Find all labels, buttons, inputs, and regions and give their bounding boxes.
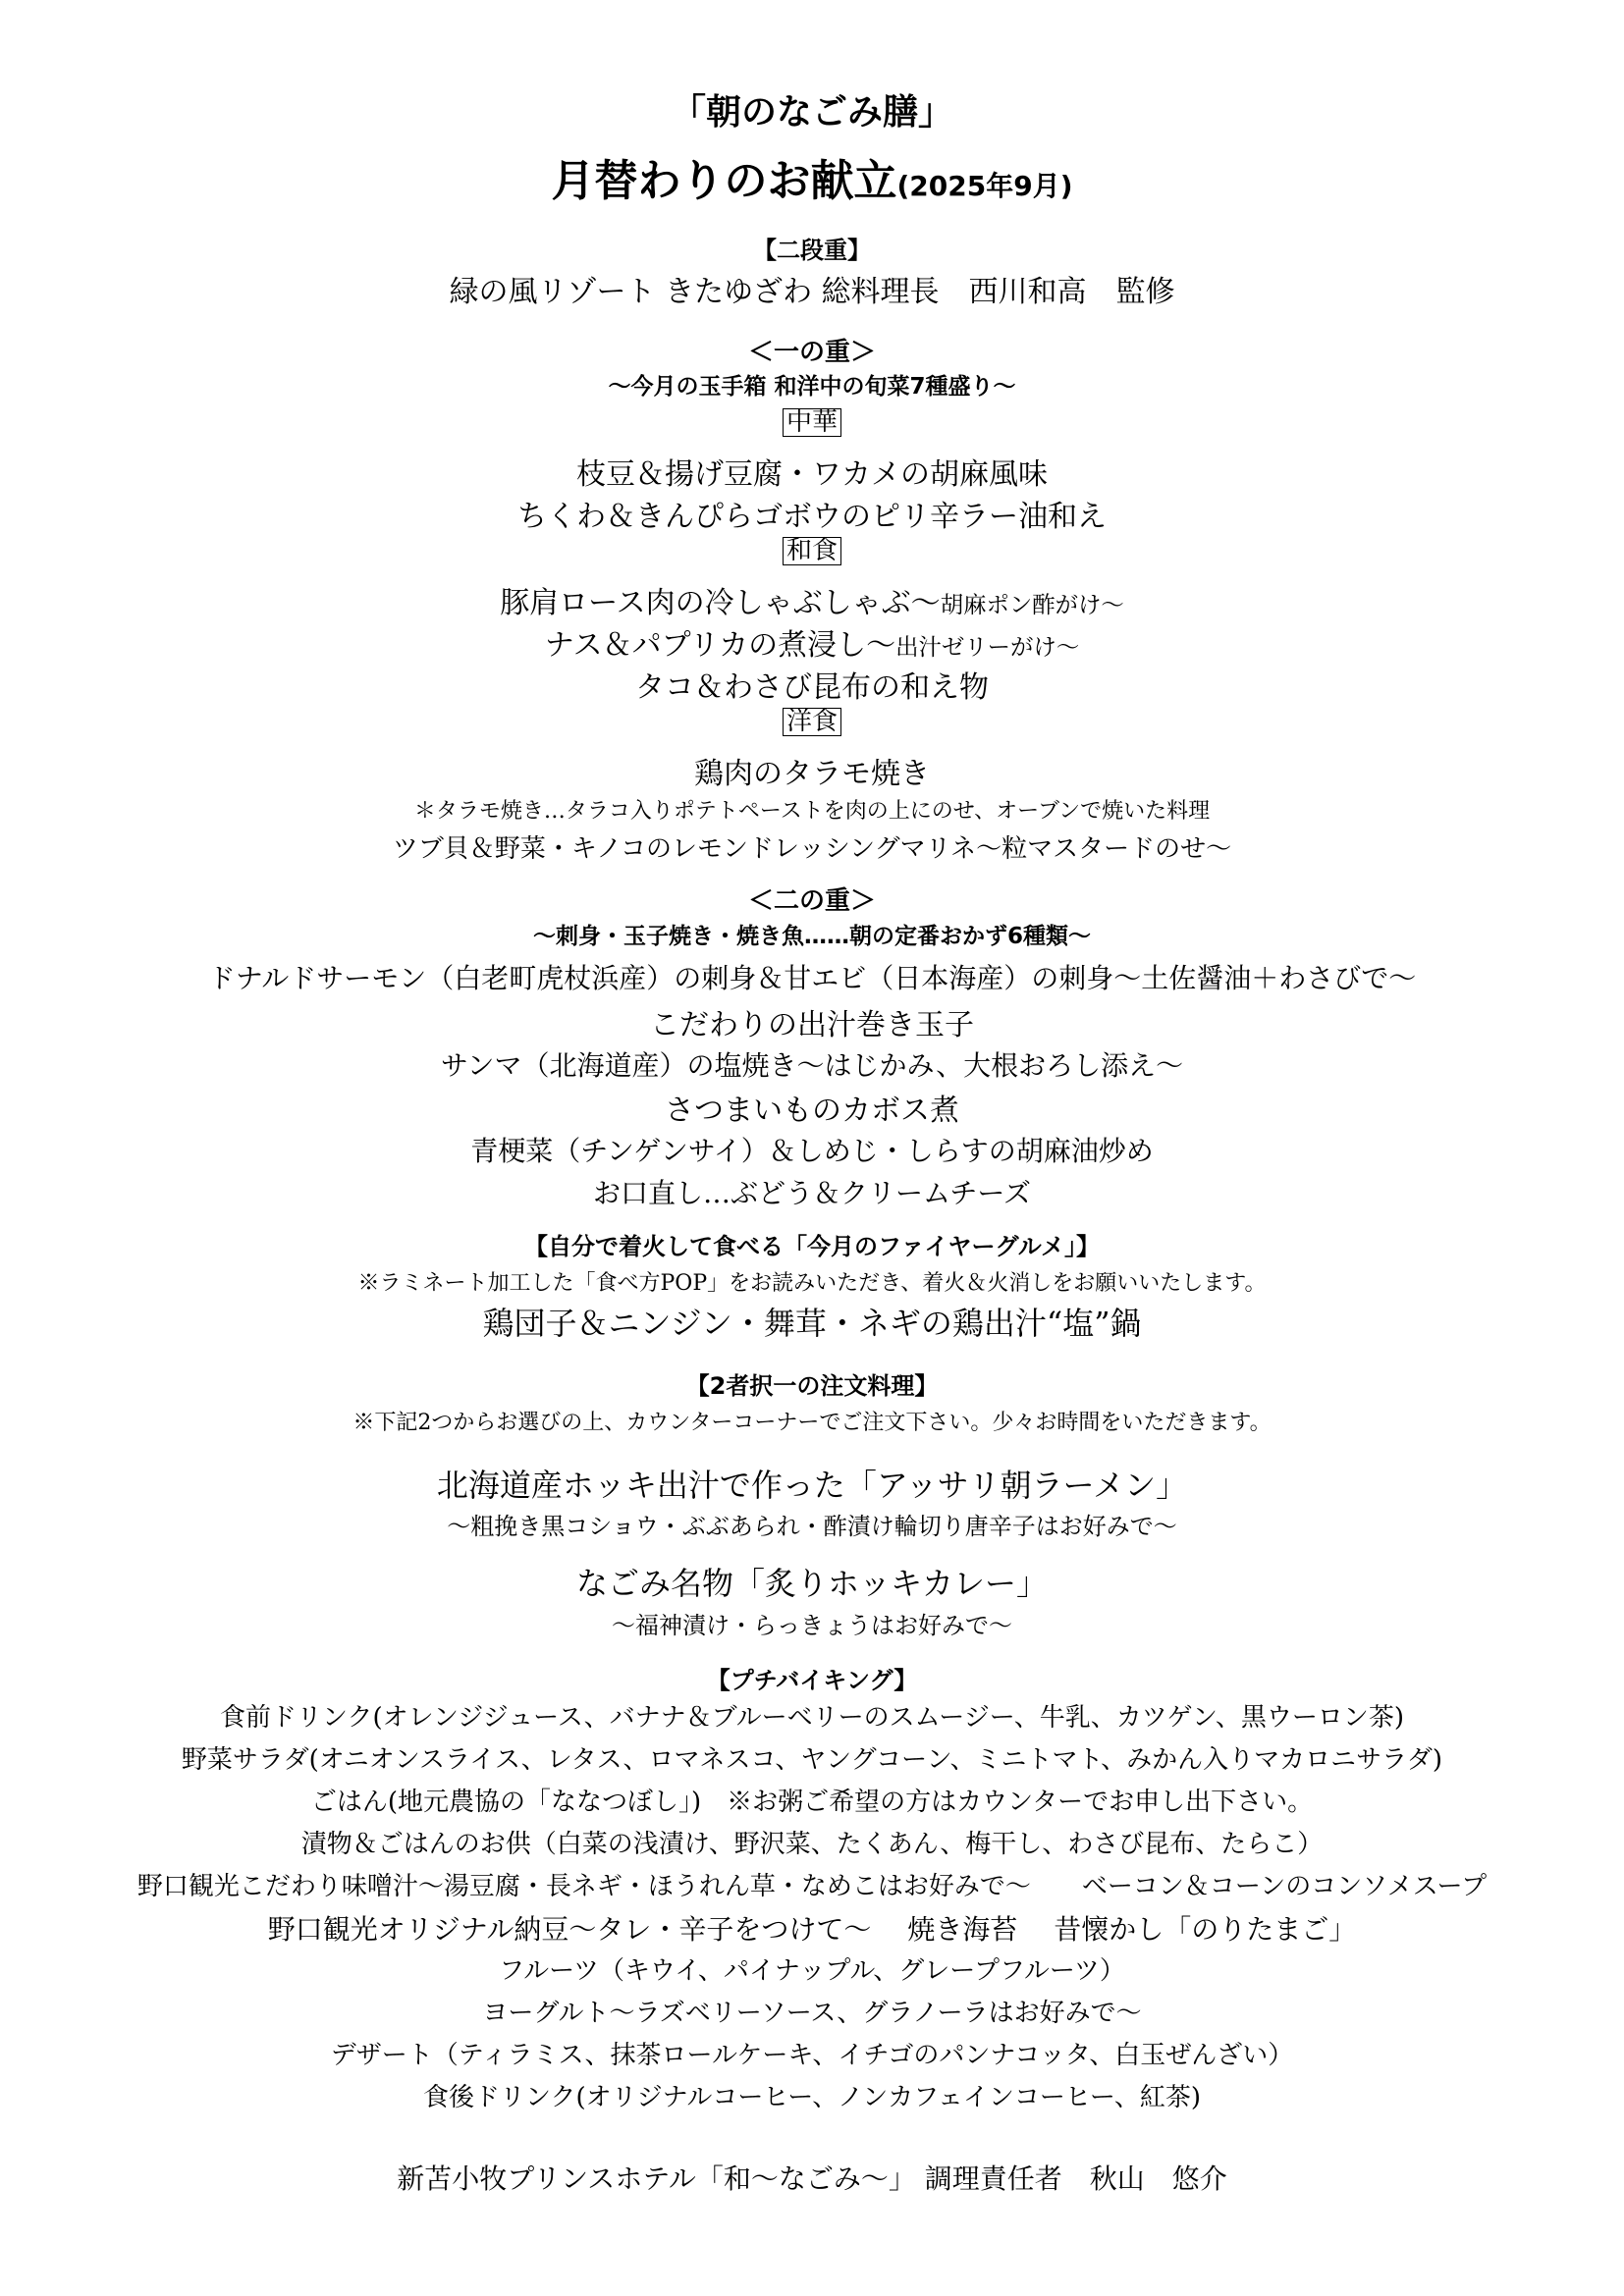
menu-item: 鶏肉のタラモ焼き (694, 757, 930, 791)
section-heading-nidanju: 【二段重】 (753, 237, 871, 264)
menu-item: 枝豆＆揚げ豆腐・ワカメの胡麻風味 (576, 457, 1048, 492)
menu-item: ドナルドサーモン（白老町虎杖浜産）の刺身＆甘エビ（日本海産）の刺身～土佐醤油＋わさびで～ (207, 962, 1417, 994)
menu-item-sauce: 胡麻ポン酢がけ～ (940, 591, 1124, 618)
chuka-label: 中華 (783, 408, 841, 437)
menu-item: ツブ貝＆野菜・キノコのレモンドレッシングマリネ～粒マスタードのせ～ (392, 834, 1232, 864)
menu-note: ＊タラモ焼き…タラコ入りポテトペーストを肉の上にのせ、オーブンで焼いた料理 (413, 799, 1211, 824)
category-label-washoku (0, 536, 1624, 565)
menu-item-main: 豚肩ロース肉の冷しゃぶしゃぶ～ (500, 586, 941, 620)
section-heading-ichi: ＜一の重＞ (747, 338, 876, 367)
fire-note: ※ラミネート加工した「食べ方POP」をお読みいただき、着火＆火消しをお願いいたします。 (357, 1271, 1267, 1296)
menu-item: こだわりの出汁巻き玉子 (650, 1008, 974, 1042)
title-main: 月替わりのお献立 (551, 156, 897, 206)
buffet-item: 漬物＆ごはんのお供（白菜の浅漬け、野沢菜、たくあん、梅干し、わさび昆布、たらこ） (300, 1830, 1324, 1859)
menu-item (0, 578, 1624, 621)
supervisor-line: 緑の風リゾート きたゆざわ 総料理長 西川和高 監修 (449, 275, 1175, 309)
choice-dish-2-sub: ～福神漬け・らっきょうはお好みで～ (612, 1612, 1012, 1639)
buffet-item: 食後ドリンク(オリジナルコーヒー、ノンカフェインコーヒー、紅茶) (423, 2083, 1201, 2112)
section-heading-fire: 【自分で着火して食べる「今月のファイヤーグルメ」】 (523, 1233, 1101, 1260)
buffet-item: 食前ドリンク(オレンジジュース、バナナ＆ブルーベリーのスムージー、牛乳、カツゲン、黒ウーロン茶) (219, 1703, 1405, 1733)
buffet-item: 野菜サラダ(オニオンスライス、レタス、ロマネスコ、ヤングコーン、ミニトマト、みかん入りマカロニサラダ) (181, 1745, 1443, 1775)
section-heading-ni: ＜二の重＞ (747, 886, 876, 916)
choice-dish-2: なごみ名物「炙りホッキカレー」 (575, 1565, 1048, 1602)
title-date: (2025年9月) (896, 170, 1073, 202)
menu-item-main: ナス＆パプリカの煮浸し～ (544, 628, 896, 663)
fire-dish: 鶏団子＆ニンジン・舞茸・ネギの鶏出汁“塩”鍋 (482, 1305, 1142, 1342)
page-title (0, 145, 1624, 208)
section-heading-buffet: 【プチバイキング】 (706, 1667, 918, 1694)
buffet-item: デザート（ティラミス、抹茶ロールケーキ、イチゴのパンナコッタ、白玉ぜんざい） (330, 2041, 1294, 2070)
chef-credit: 新苫小牧プリンスホテル「和～なごみ～」 調理責任者 秋山 悠介 (397, 2163, 1227, 2195)
menu-item: ちくわ＆きんぴらゴボウのピリ辛ラー油和え (517, 500, 1107, 534)
menu-item: タコ＆わさび昆布の和え物 (635, 670, 989, 705)
yoshoku-label: 洋食 (783, 708, 841, 736)
choice-dish-1-sub: ～粗挽き黒コショウ・ぶぶあられ・酢漬け輪切り唐辛子はお好みで～ (447, 1513, 1177, 1540)
section-subheading-ichi: ～今月の玉手箱 和洋中の旬菜7種盛り～ (608, 374, 1016, 400)
choice-note: ※下記2つからお選びの上、カウンターコーナーでご注文下さい。少々お時間をいただきます。 (352, 1411, 1272, 1435)
menu-item: さつまいものカボス煮 (665, 1094, 959, 1128)
menu-item: お口直し…ぶどう＆クリームチーズ (592, 1177, 1032, 1209)
category-label-chuka (0, 407, 1624, 437)
washoku-label: 和食 (783, 537, 841, 565)
menu-item: サンマ（北海道産）の塩焼き～はじかみ、大根おろし添え～ (440, 1049, 1184, 1082)
menu-item: 青梗菜（チンゲンサイ）＆しめじ・しらすの胡麻油炒め (470, 1135, 1154, 1167)
buffet-item: 野口観光こだわり味噌汁～湯豆腐・長ネギ・ほうれん草・なめこはお好みで～ ベーコン＆コーンのコンソメスープ (136, 1872, 1488, 1901)
menu-name: 「朝のなごみ膳」 (670, 92, 953, 133)
buffet-item: フルーツ（キウイ、パイナップル、グレープフルーツ） (499, 1956, 1125, 1986)
choice-dish-1: 北海道産ホッキ出汁で作った「アッサリ朝ラーメン」 (436, 1467, 1188, 1504)
menu-item-sauce: 出汁ゼリーがけ～ (895, 633, 1080, 661)
buffet-item: ヨーグルト～ラズベリーソース、グラノーラはお好みで～ (482, 1999, 1142, 2028)
buffet-item: 野口観光オリジナル納豆～タレ・辛子をつけて～ 焼き海苔 昔懐かし「のりたまご」 (267, 1913, 1357, 1946)
category-label-yoshoku (0, 707, 1624, 736)
buffet-item: ごはん(地元農協の「ななつぼし」) ※お粥ご希望の方はカウンターでお申し出下さい。 (310, 1788, 1314, 1817)
section-subheading-ni: ～刺身・玉子焼き・焼き魚……朝の定番おかず6種類～ (532, 924, 1091, 949)
section-heading-choice: 【2者択一の注文料理】 (685, 1372, 939, 1400)
menu-item (0, 620, 1624, 664)
